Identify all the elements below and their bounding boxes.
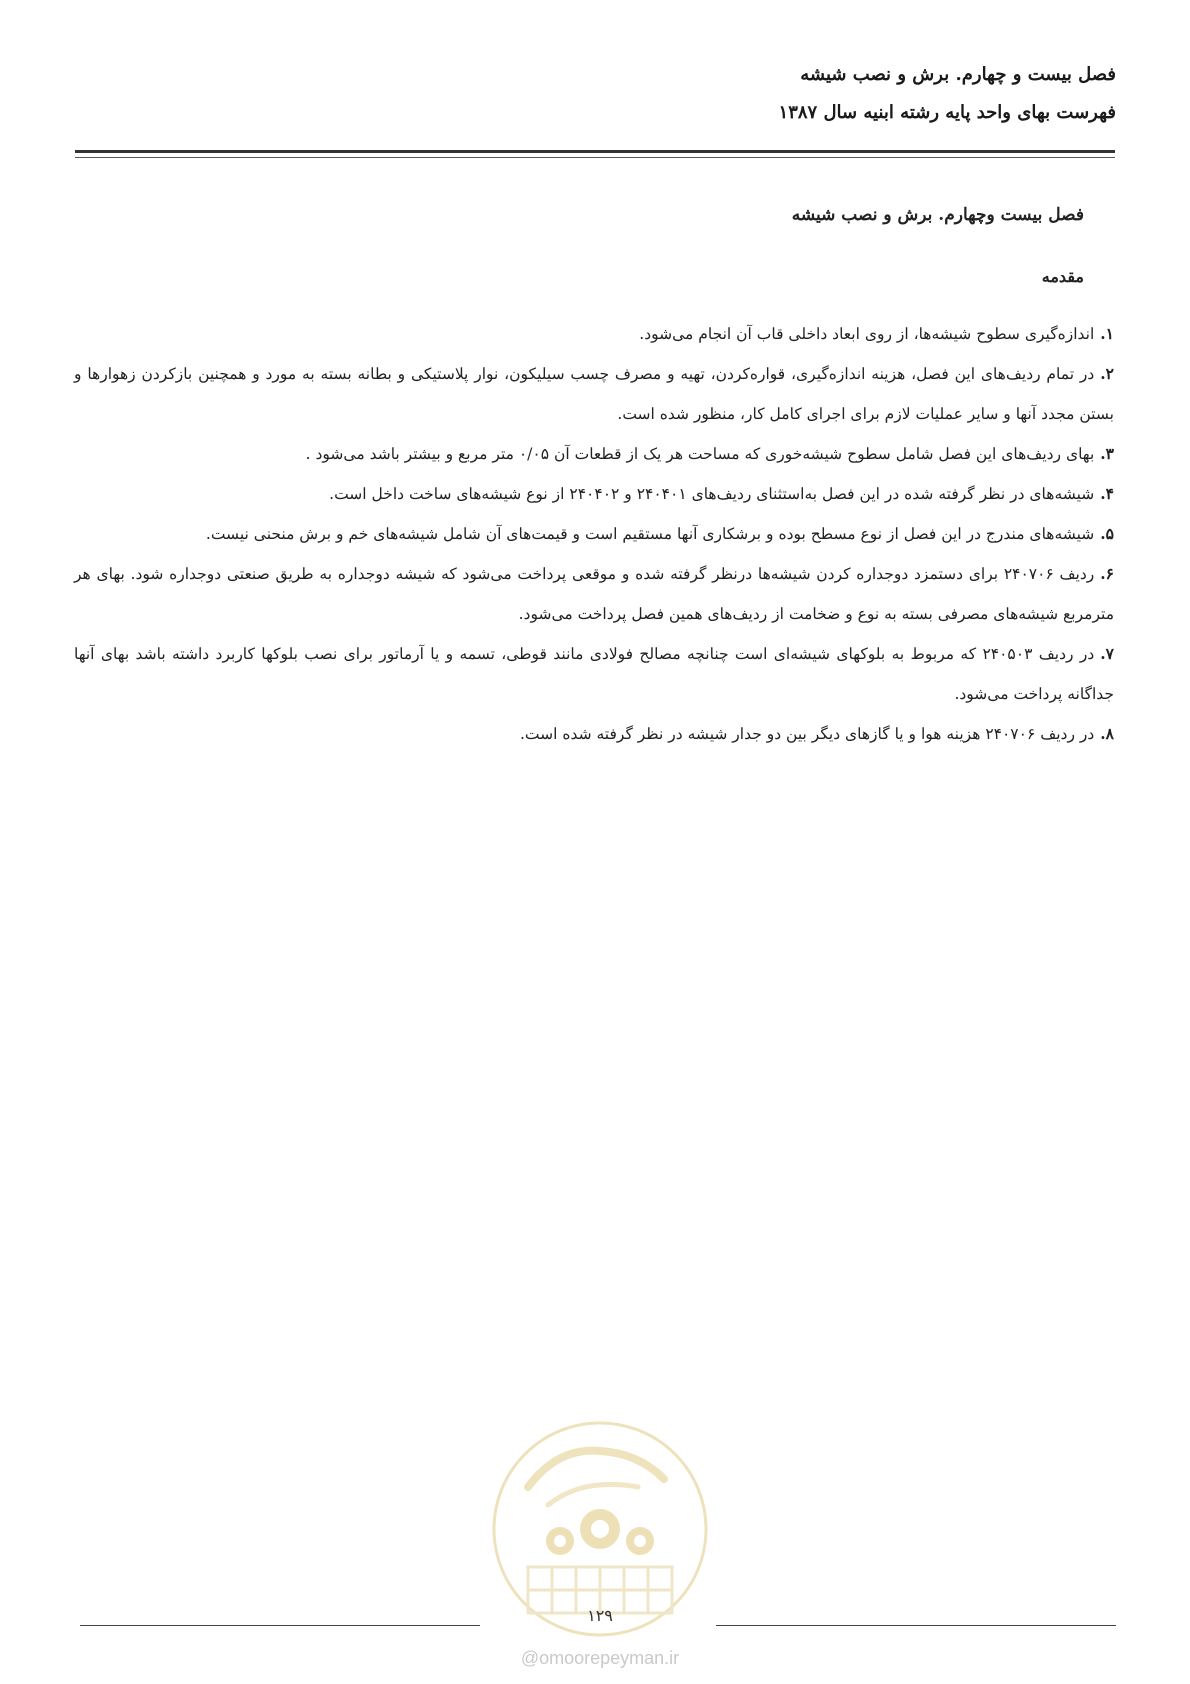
list-item-number: ۶. [1100,564,1114,583]
list-item [74,474,1114,514]
site-watermark: @omoorepeyman.ir [520,1648,680,1668]
list-item-number: ۱. [1100,324,1114,343]
list-item [74,354,1114,434]
page-body [74,200,1114,754]
header-price-list-title: فهرست بهای واحد پایه رشته ابنیه سال ۱۳۸۷ [778,102,1116,123]
intro-heading: مقدمه [1041,267,1084,286]
list-item-number: ۲. [1100,364,1114,383]
list-item-number: ۸. [1100,724,1114,743]
list-item-number: ۵. [1100,524,1114,543]
list-item-text: اندازه‌گیری سطوح شیشه‌ها، از روی ابعاد داخلی قاب آن انجام می‌شود. [639,325,1095,343]
footer-rule [716,1625,1116,1626]
list-item-text: شیشه‌های مندرج در این فصل از نوع مسطح بوده و برشکاری آنها مستقیم است و قیمت‌های آن شامل شیشه‌های خم و برش منحنی نیست. [205,525,1095,543]
chapter-title: فصل بیست وچهارم. برش و نصب شیشه [791,205,1084,225]
list-item [74,434,1114,474]
list-item-text: در ردیف ۲۴۰۵۰۳ که مربوط به بلوکهای شیشه‌ای است چنانچه مصالح فولادی مانند قوطی، تسمه و یا آرماتور برای نصب بلوکها کاربرد داشته باشد بهای آنها جداگانه پرداخت می‌شود. [74,645,1114,703]
list-item-text: ردیف ۲۴۰۷۰۶ برای دستمزد دوجداره کردن شیشه‌ها درنظر گرفته شده و موقعی پرداخت می‌شود که شیشه دوجداره به طریق صنعتی دوجداره شود. بهای هر مترمربع شیشه‌های مصرفی بسته به نوع و ضخامت از ردیف‌های همین فصل پرداخت می‌شود. [74,565,1114,623]
running-header [76,56,1116,132]
list-item [74,714,1114,754]
list-item [74,514,1114,554]
list-item-text: بهای ردیف‌های این فصل شامل سطوح شیشه‌خوری که مساحت هر یک از قطعات آن ۰/۰۵ متر مربع و بیشتر باشد می‌شود . [305,445,1095,463]
header-divider-thin [75,157,1115,158]
list-item [74,634,1114,714]
numbered-list [74,314,1114,754]
footer-rule [80,1625,480,1626]
list-item [74,314,1114,354]
list-item-number: ۷. [1100,644,1114,663]
list-item-text: در ردیف ۲۴۰۷۰۶ هزینه هوا و یا گازهای دیگر بین دو جدار شیشه در نظر گرفته شده است. [519,725,1095,743]
list-item-text: شیشه‌های در نظر گرفته شده در این فصل به‌استثنای ردیف‌های ۲۴۰۴۰۱ و ۲۴۰۴۰۲ از نوع شیشه‌های ساخت داخل است. [329,485,1095,503]
list-item-text: در تمام ردیف‌های این فصل، هزینه اندازه‌گیری، قواره‌کردن، تهیه و مصرف چسب سیلیکون، نوار پلاستیکی و بطانه بسته به مورد و همچنین بازکردن زهوارها و بستن مجدد آنها و سایر عملیات لازم برای اجرای کامل کار، منظور شده است. [74,365,1114,423]
list-item [74,554,1114,634]
list-item-number: ۴. [1100,484,1114,503]
list-item-number: ۳. [1100,444,1114,463]
page-number: ۱۲۹ [587,1606,613,1625]
header-chapter-title: فصل بیست و چهارم. برش و نصب شیشه [800,64,1116,85]
header-divider [75,150,1115,153]
